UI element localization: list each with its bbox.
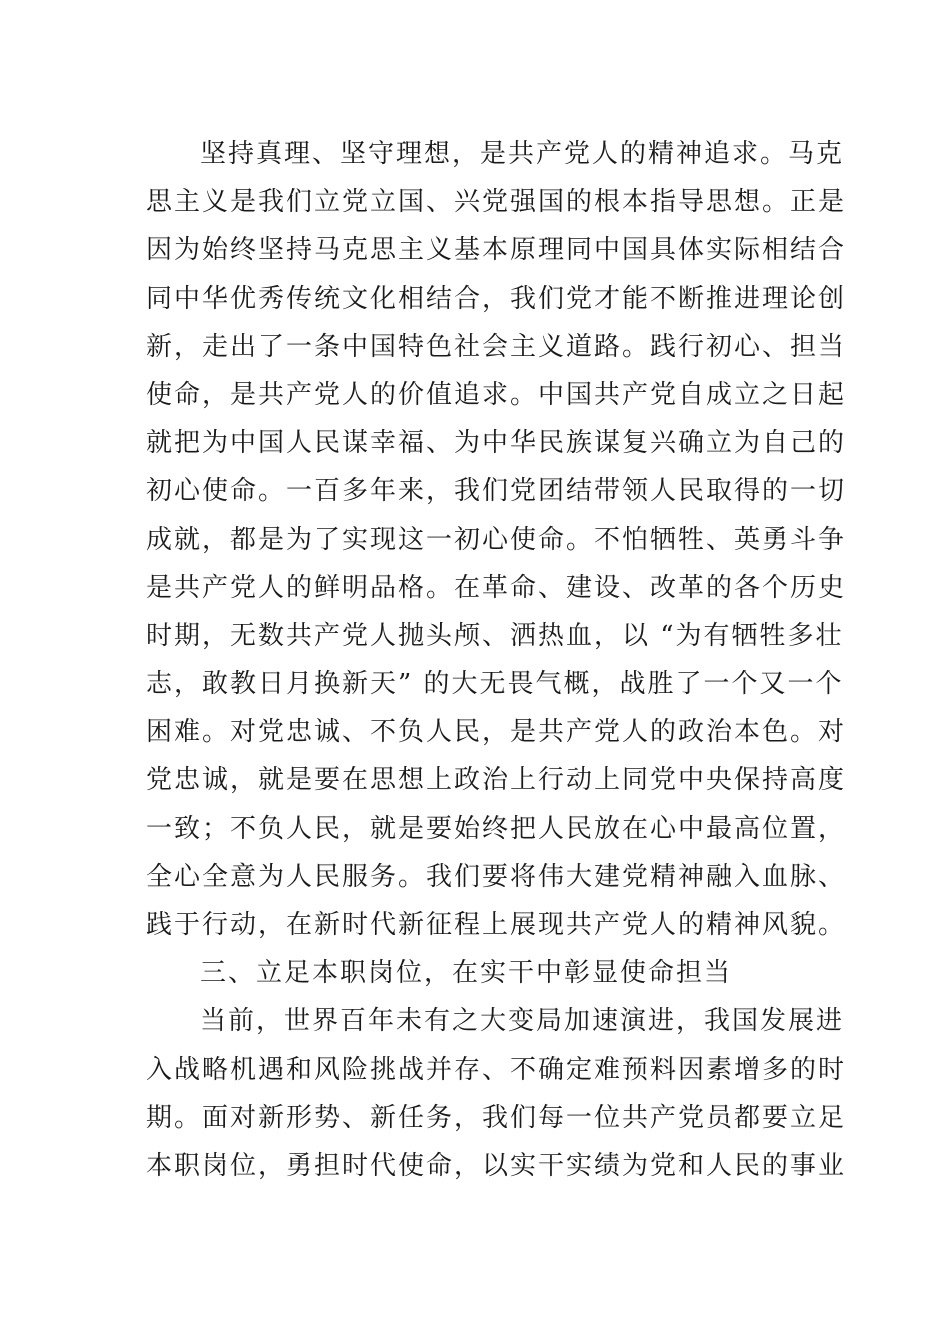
paragraph-line: 成就，都是为了实现这一初心使命。不怕牺牲、英勇斗争 <box>146 524 847 555</box>
paragraph-line: 初心使命。一百多年来，我们党团结带领人民取得的一切 <box>146 476 847 507</box>
paragraph-line: 新，走出了一条中国特色社会主义道路。践行初心、担当 <box>146 331 847 362</box>
paragraph-line: 是共产党人的鲜明品格。在革命、建设、改革的各个历史 <box>146 572 847 603</box>
paragraph-line: 当前，世界百年未有之大变局加速演进，我国发展进 <box>200 1006 845 1037</box>
paragraph-line: 一致；不负人民，就是要始终把人民放在心中最高位置， <box>146 813 847 844</box>
paragraph-line: 思主义是我们立党立国、兴党强国的根本指导思想。正是 <box>146 187 847 218</box>
paragraph-line: 同中华优秀传统文化相结合，我们党才能不断推进理论创 <box>146 283 847 314</box>
paragraph-line: 就把为中国人民谋幸福、为中华民族谋复兴确立为自己的 <box>146 428 847 459</box>
body-text <box>146 130 847 1190</box>
paragraph-line: 志，敢教日月换新天” 的大无畏气概，战胜了一个又一个 <box>146 669 844 700</box>
paragraph-line: 践于行动，在新时代新征程上展现共产党人的精神风貌。 <box>146 910 847 940</box>
section-heading: 三、立足本职岗位，在实干中彰显使命担当 <box>200 958 733 989</box>
paragraph-line: 困难。对党忠诚、不负人民，是共产党人的政治本色。对 <box>146 717 847 748</box>
paragraph-line: 因为始终坚持马克思主义基本原理同中国具体实际相结合 <box>146 235 847 266</box>
paragraph-line: 使命，是共产党人的价值追求。中国共产党自成立之日起 <box>146 379 847 410</box>
paragraph-line: 全心全意为人民服务。我们要将伟大建党精神融入血脉、 <box>146 861 847 892</box>
paragraph-line: 党忠诚，就是要在思想上政治上行动上同党中央保持高度 <box>146 765 847 796</box>
paragraph-line: 坚持真理、坚守理想，是共产党人的精神追求。马克 <box>200 139 845 169</box>
paragraph-line: 时期，无数共产党人抛头颅、洒热血，以 “为有牺牲多壮 <box>146 620 844 651</box>
paragraph-line: 本职岗位，勇担时代使命，以实干实绩为党和人民的事业 <box>146 1150 847 1181</box>
paragraph-line: 期。面对新形势、新任务，我们每一位共产党员都要立足 <box>146 1102 847 1133</box>
paragraph-line: 入战略机遇和风险挑战并存、不确定难预料因素增多的时 <box>146 1054 847 1085</box>
